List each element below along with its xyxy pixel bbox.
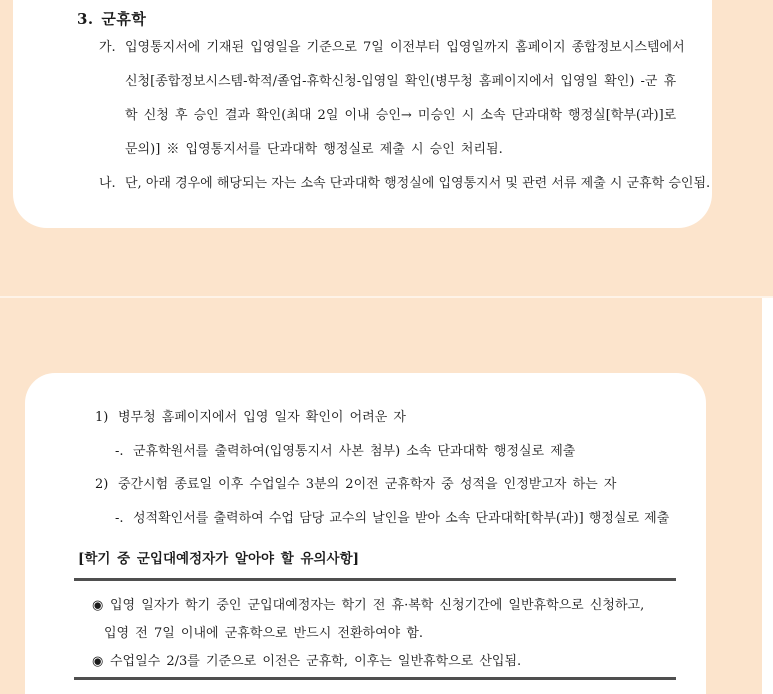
sub-item-2-label: -. — [115, 511, 124, 526]
notice-rule-top — [74, 578, 676, 581]
notice-section-title: [학기 중 군입대예정자가 알아야 할 유의사항] — [78, 551, 360, 567]
item-na-line: 단, 아래 경우에 해당되는 자는 소속 단과대학 행정실에 입영통지서 및 관련 서류 제출 시 군휴학 승인됨. — [125, 176, 711, 191]
page-right-margin — [762, 298, 773, 694]
sub-item-2-text: 성적확인서를 출력하여 수업 담당 교수의 날인을 받아 소속 단과대학[학부(과)] 행정실로 제출 — [133, 511, 670, 526]
item-ga-line-3: 학 신청 후 승인 결과 확인(최대 2일 이내 승인→ 미승인 시 소속 단과대학 행정실[학부(과)]로 — [125, 108, 677, 123]
numbered-item-2-label: 2) — [95, 477, 109, 492]
bullet-1-line-2: 입영 전 7일 이내에 군휴학으로 반드시 전환하여야 함. — [104, 626, 424, 641]
fisheye-bullet-icon: ◉ — [92, 654, 104, 669]
bullet-2-line-1: 수업일수 2/3를 기준으로 이전은 군휴학, 이후는 일반휴학으로 산입됨. — [110, 654, 522, 669]
numbered-item-1-text: 병무청 홈페이지에서 입영 일자 확인이 어려운 자 — [118, 410, 406, 425]
item-ga-label: 가. — [99, 40, 116, 55]
sub-item-1-text: 군휴학원서를 출력하여(입영통지서 사본 첨부) 소속 단과대학 행정실로 제출 — [133, 444, 576, 459]
notice-rule-bottom — [74, 677, 676, 680]
page-divider-line — [0, 296, 773, 298]
numbered-item-2-text: 중간시험 종료일 이후 수업일수 3분의 2이전 군휴학자 중 성적을 인정받고자 하는 자 — [118, 477, 617, 492]
section-heading: 3. 군휴학 — [77, 10, 147, 28]
fisheye-bullet-icon: ◉ — [92, 598, 104, 613]
item-ga-line-2: 신청[종합정보시스템-학적/졸업-휴학신청-입영일 확인(병무청 홈페이지에서 입영일 확인) -군 휴 — [125, 74, 677, 89]
numbered-item-1-label: 1) — [95, 410, 109, 425]
item-ga-line-4: 문의)] ※ 입영통지서를 단과대학 행정실로 제출 시 승인 처리됨. — [125, 142, 503, 157]
bullet-1-line-1: 입영 일자가 학기 중인 군입대예정자는 학기 전 휴·복학 신청기간에 일반휴학으로 신청하고, — [110, 598, 645, 613]
sub-item-1-label: -. — [115, 444, 124, 459]
item-na-label: 나. — [99, 176, 116, 191]
item-ga-line-1: 입영통지서에 기재된 입영일을 기준으로 7일 이전부터 입영일까지 홈페이지 종합정보시스템에서 — [125, 40, 685, 55]
